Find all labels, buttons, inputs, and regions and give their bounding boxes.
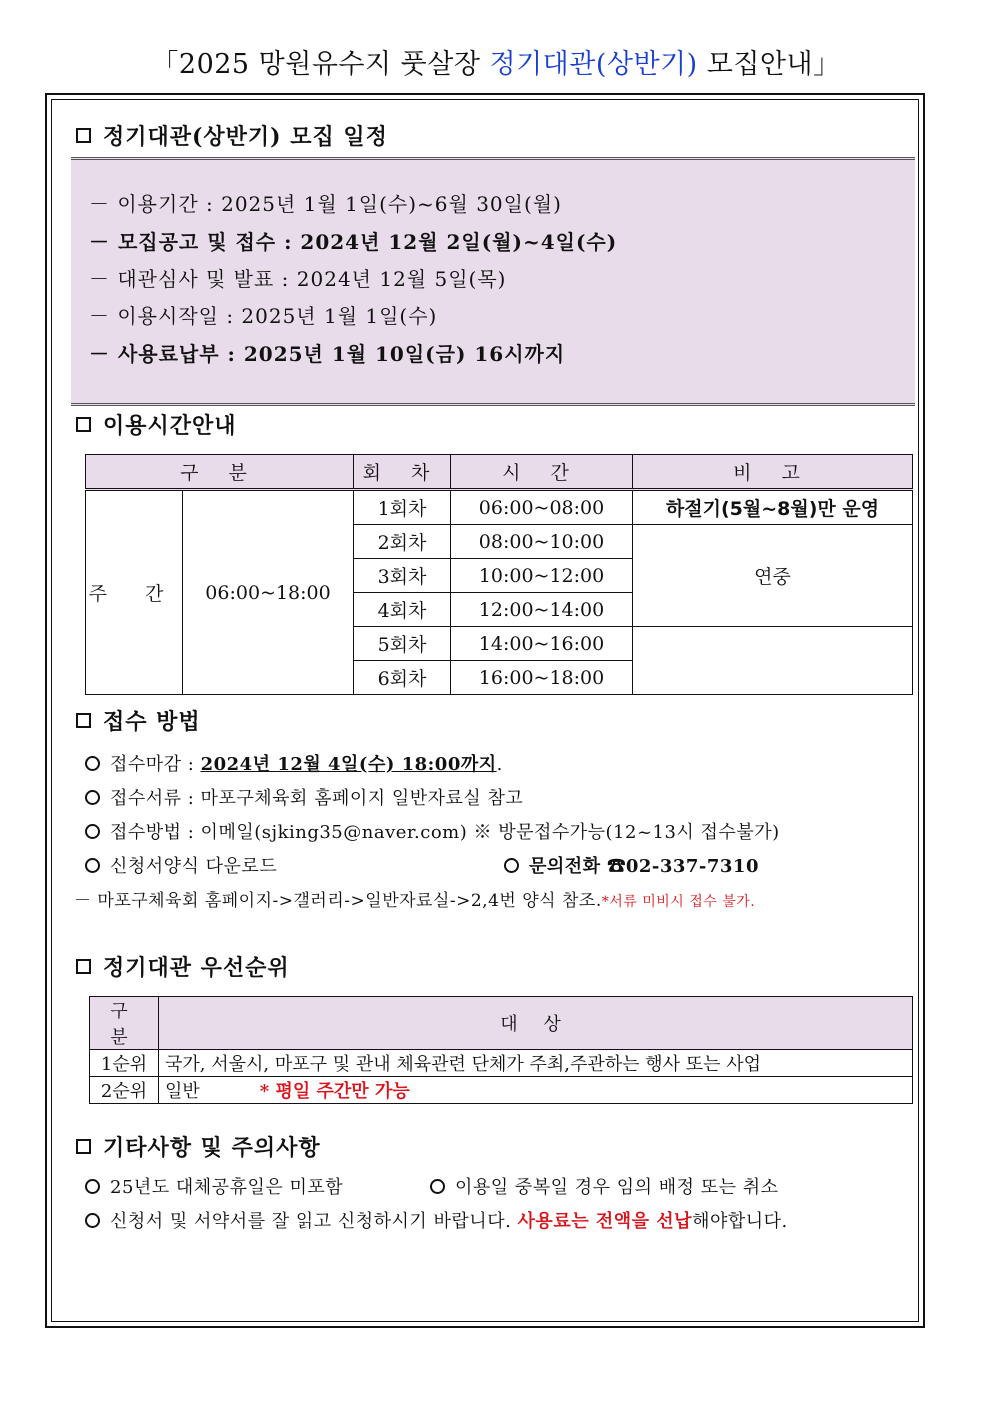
rank-cell: 1순위 — [90, 1050, 159, 1077]
time-cell: 06:00~08:00 — [451, 490, 633, 525]
section-etc-heading: 기타사항 및 주의사항 — [76, 1131, 321, 1162]
apply-download: 신청서양식 다운로드 — [85, 852, 277, 878]
col-header: 구 분 — [90, 997, 159, 1050]
col-header: 구 분 — [86, 455, 354, 490]
apply-path: － 마포구체육회 홈페이지->갤러리->일반자료실->2,4번 양식 참조.*서류 미비시 접수 불가. — [74, 891, 756, 911]
etc-item: 이용일 중복일 경우 임의 배정 또는 취소 — [430, 1173, 779, 1199]
schedule-item: － 사용료납부 : 2025년 1월 10일(금) 16시까지 — [89, 342, 566, 366]
apply-phone: 문의전화 ☎02-337-7310 — [504, 852, 759, 878]
checkbox-bullet-icon — [76, 128, 91, 143]
circle-bullet-icon — [85, 858, 100, 873]
section-apply-heading: 접수 방법 — [76, 705, 201, 736]
circle-bullet-icon — [85, 790, 100, 805]
section-schedule-heading: 정기대관(상반기) 모집 일정 — [76, 120, 388, 151]
col-header: 회 차 — [354, 455, 451, 490]
category-cell: 주 간 — [86, 490, 183, 695]
document-inner-frame — [51, 99, 919, 1322]
col-header: 대 상 — [159, 997, 913, 1050]
round-cell: 3회차 — [354, 559, 451, 593]
schedule-item: － 이용기간 : 2025년 1월 1일(수)~6월 30일(월) — [89, 192, 562, 216]
circle-bullet-icon — [85, 1213, 100, 1228]
note-cell: 연중 — [633, 525, 913, 627]
circle-bullet-icon — [85, 824, 100, 839]
schedule-item: － 모집공고 및 접수 : 2024년 12월 2일(월)~4일(수) — [89, 230, 618, 254]
target-cell: 국가, 서울시, 마포구 및 관내 체육관련 단체가 주최,주관하는 행사 또는 사업 — [159, 1050, 913, 1077]
checkbox-bullet-icon — [76, 713, 91, 728]
rank-cell: 2순위 — [90, 1077, 159, 1104]
title-highlight: 정기대관(상반기) — [489, 49, 698, 80]
page-title: 「2025 망원유수지 풋살장 정기대관(상반기) 모집안내」 — [151, 49, 841, 80]
schedule-item: － 대관심사 및 발표 : 2024년 12월 5일(목) — [89, 267, 507, 291]
apply-path-note: *서류 미비시 접수 불가. — [601, 894, 756, 910]
table-row — [86, 490, 913, 525]
round-cell: 5회차 — [354, 627, 451, 661]
apply-docs: 접수서류 : 마포구체육회 홈페이지 일반자료실 참고 — [85, 784, 523, 810]
priority-table — [89, 996, 913, 1104]
schedule-item: － 이용시작일 : 2025년 1월 1일(수) — [89, 304, 438, 328]
apply-deadline: 접수마감 : 2024년 12월 4일(수) 18:00까지. — [85, 750, 503, 776]
checkbox-bullet-icon — [76, 417, 91, 432]
round-cell: 2회차 — [354, 525, 451, 559]
time-cell: 14:00~16:00 — [451, 627, 633, 661]
round-cell: 6회차 — [354, 661, 451, 695]
col-header: 비 고 — [633, 455, 913, 490]
section-priority-heading: 정기대관 우선순위 — [76, 951, 290, 982]
circle-bullet-icon — [85, 1179, 100, 1194]
time-cell: 16:00~18:00 — [451, 661, 633, 695]
circle-bullet-icon — [504, 858, 519, 873]
priority-note: * 평일 주간만 가능 — [259, 1081, 410, 1102]
hours-table — [85, 454, 913, 695]
checkbox-bullet-icon — [76, 959, 91, 974]
schedule-box — [71, 157, 915, 406]
time-cell: 12:00~14:00 — [451, 593, 633, 627]
circle-bullet-icon — [430, 1179, 445, 1194]
round-cell: 4회차 — [354, 593, 451, 627]
etc-item: 25년도 대체공휴일은 미포함 — [85, 1173, 343, 1199]
etc-item: 신청서 및 서약서를 잘 읽고 신청하시기 바랍니다. 사용료는 전액을 선납해야합니다. — [85, 1207, 788, 1233]
note-cell: 하절기(5월~8월)만 운영 — [633, 490, 913, 525]
table-row — [90, 1077, 913, 1104]
checkbox-bullet-icon — [76, 1139, 91, 1154]
apply-method: 접수방법 : 이메일(sjking35@naver.com) ※ 방문접수가능(12~13시 접수불가) — [85, 818, 780, 844]
note-cell — [633, 627, 913, 695]
target-cell: 일반 * 평일 주간만 가능 — [159, 1077, 913, 1104]
time-cell: 10:00~12:00 — [451, 559, 633, 593]
document-frame — [45, 93, 925, 1328]
time-cell: 08:00~10:00 — [451, 525, 633, 559]
round-cell: 1회차 — [354, 490, 451, 525]
col-header: 시 간 — [451, 455, 633, 490]
table-row — [90, 1050, 913, 1077]
range-cell: 06:00~18:00 — [183, 490, 354, 695]
circle-bullet-icon — [85, 756, 100, 771]
section-hours-heading: 이용시간안내 — [76, 409, 237, 440]
